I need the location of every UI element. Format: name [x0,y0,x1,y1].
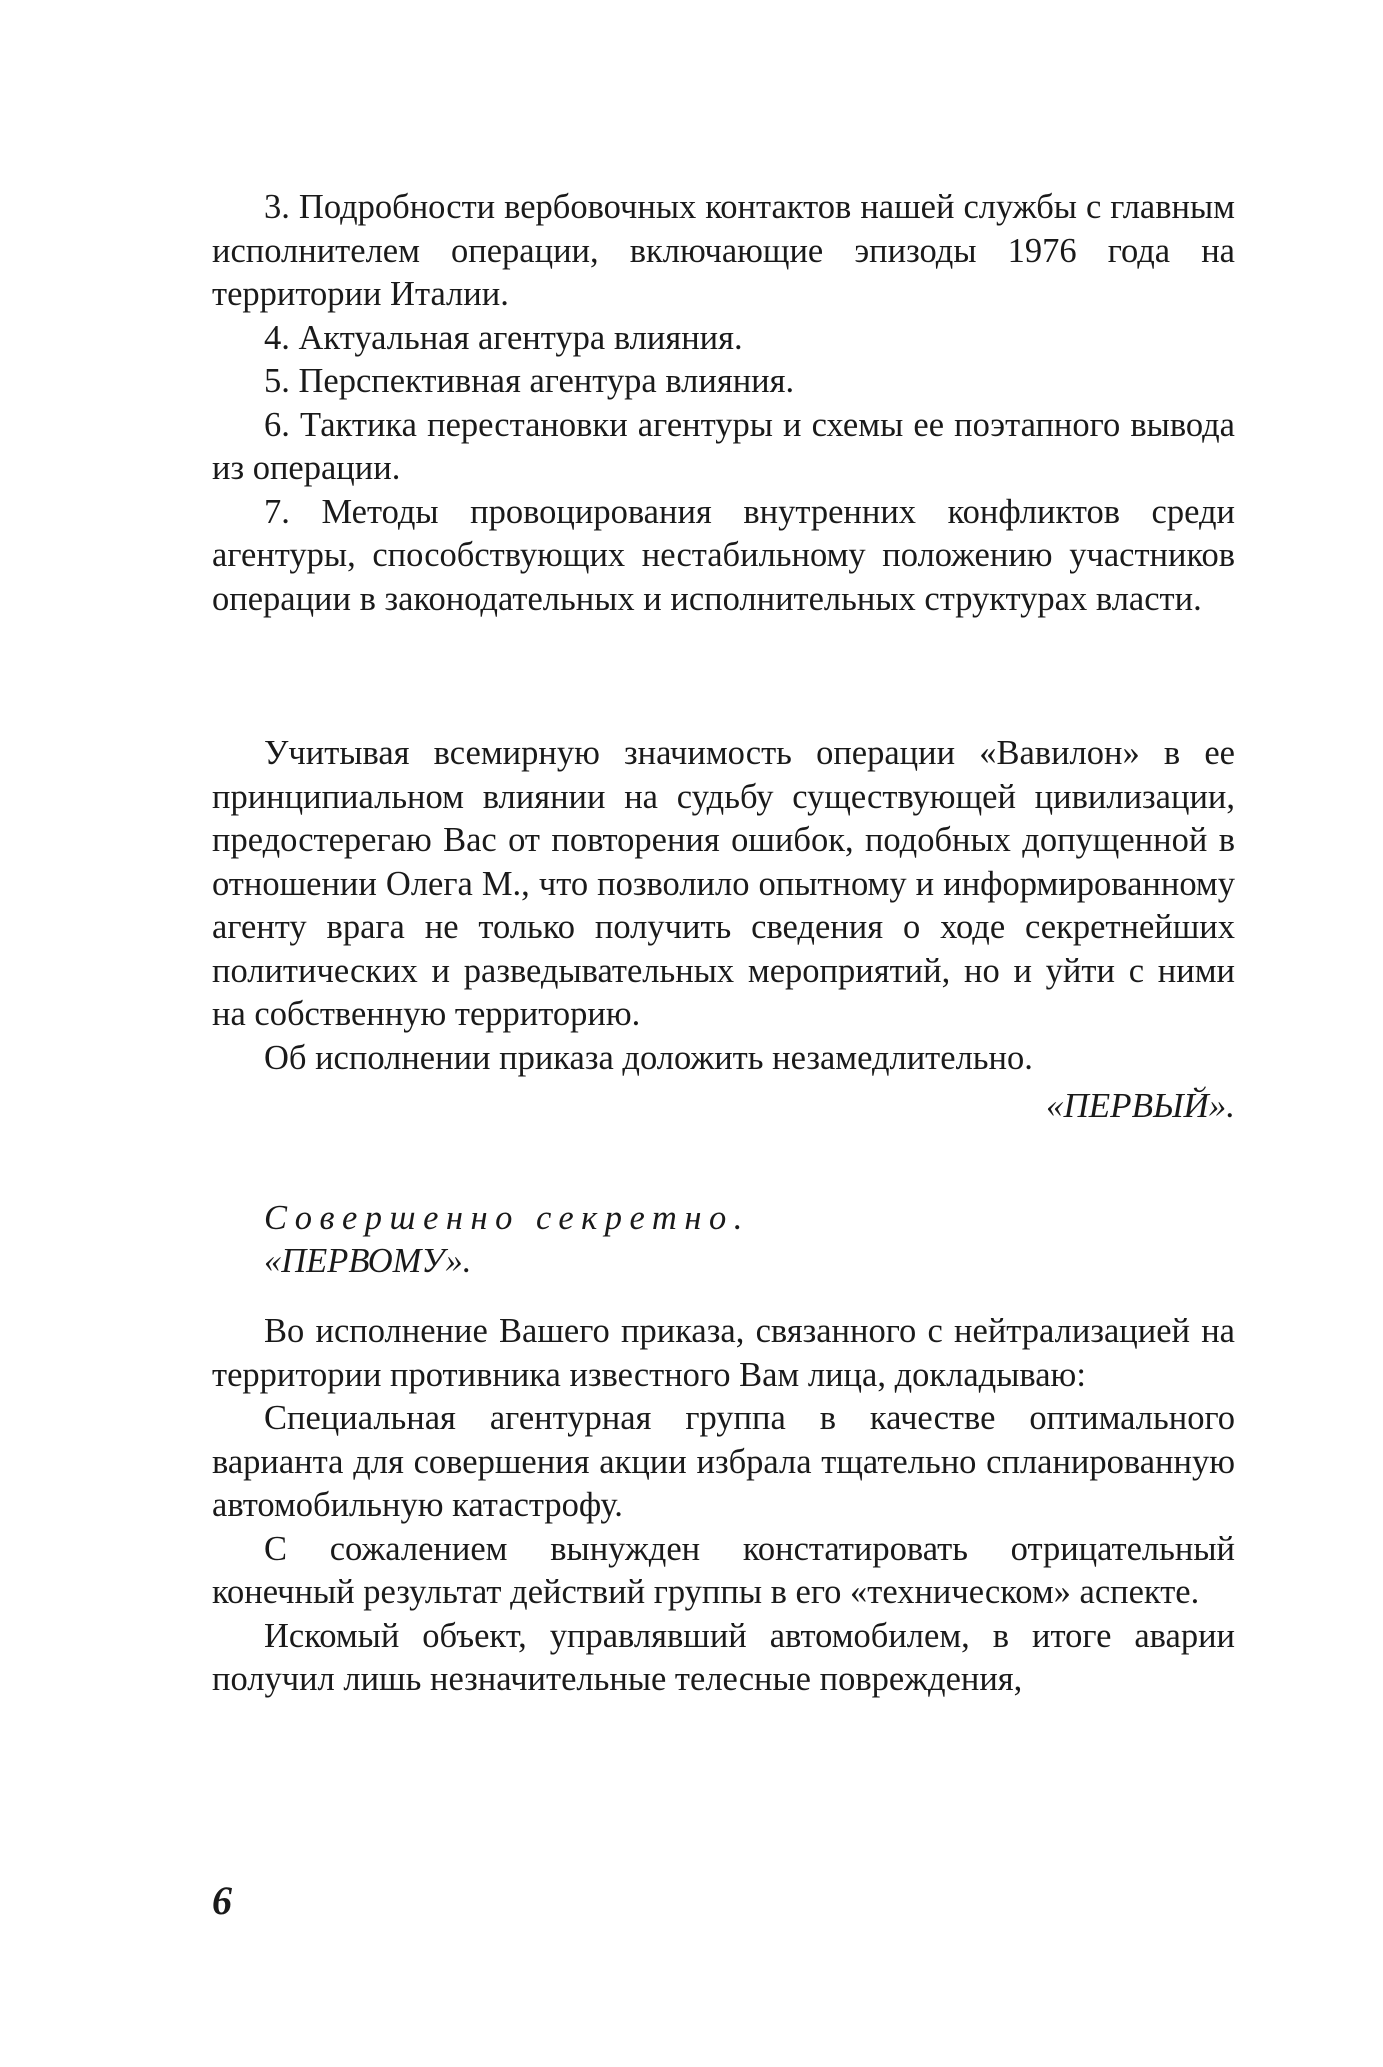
list-item: 7. Методы провоцирования внутренних конфликтов среди агентуры, способствующих нестабильному положению участников операции в законодательных и исполнительных структурах власти. [212,492,1235,618]
list-item: 6. Тактика перестановки агентуры и схемы ее поэтапного вывода из операции. [212,405,1235,487]
list-item: 3. Подробности вербовочных контактов нашей службы с главным исполнителем операции, включающие эпизоды 1976 года на территории Италии. [212,188,1235,313]
paragraph: Специальная агентурная группа в качестве оптимального варианта для совершения акции избрала тщательно спланированную автомобильную катастрофу. [212,1399,1235,1524]
numbered-list [212,186,1235,621]
classification-stamp: Совершенно секретно. [264,1199,750,1237]
letter-second [212,1310,1235,1702]
memo-header [264,1197,1164,1283]
paragraph: Об исполнении приказа доложить незамедлительно. [264,1038,1033,1077]
list-item: 5. Перспективная агентура влияния. [264,362,795,400]
signature: «ПЕРВЫЙ». [1046,1086,1235,1125]
paragraph: Во исполнение Вашего приказа, связанного с нейтрализацией на территории противника известного Вам лица, докладываю: [212,1312,1235,1394]
page-number: 6 [212,1878,232,1923]
letter-first [212,732,1235,1128]
paragraph: Искомый объект, управлявший автомобилем, в итоге аварии получил лишь незначительные телесные повреждения, [212,1616,1235,1698]
paragraph: С сожалением вынужден констатировать отрицательный конечный результат действий группы в его «техническом» аспекте. [212,1529,1235,1611]
list-item: 4. Актуальная агентура влияния. [264,318,743,357]
paragraph: Учитывая всемирную значимость операции «Вавилон» в ее принципиальном влиянии на судьбу существующей цивилизации, предостерегаю Вас от повторения ошибок, подобных допущенной в отношении Олега М., что позволило опытному и информированному агенту врага не только получить сведения о ходе секретнейших политических и разведывательных мероприятий, но и уйти с ними на собственную территорию. [212,734,1235,1033]
addressee: «ПЕРВОМУ». [264,1242,472,1280]
